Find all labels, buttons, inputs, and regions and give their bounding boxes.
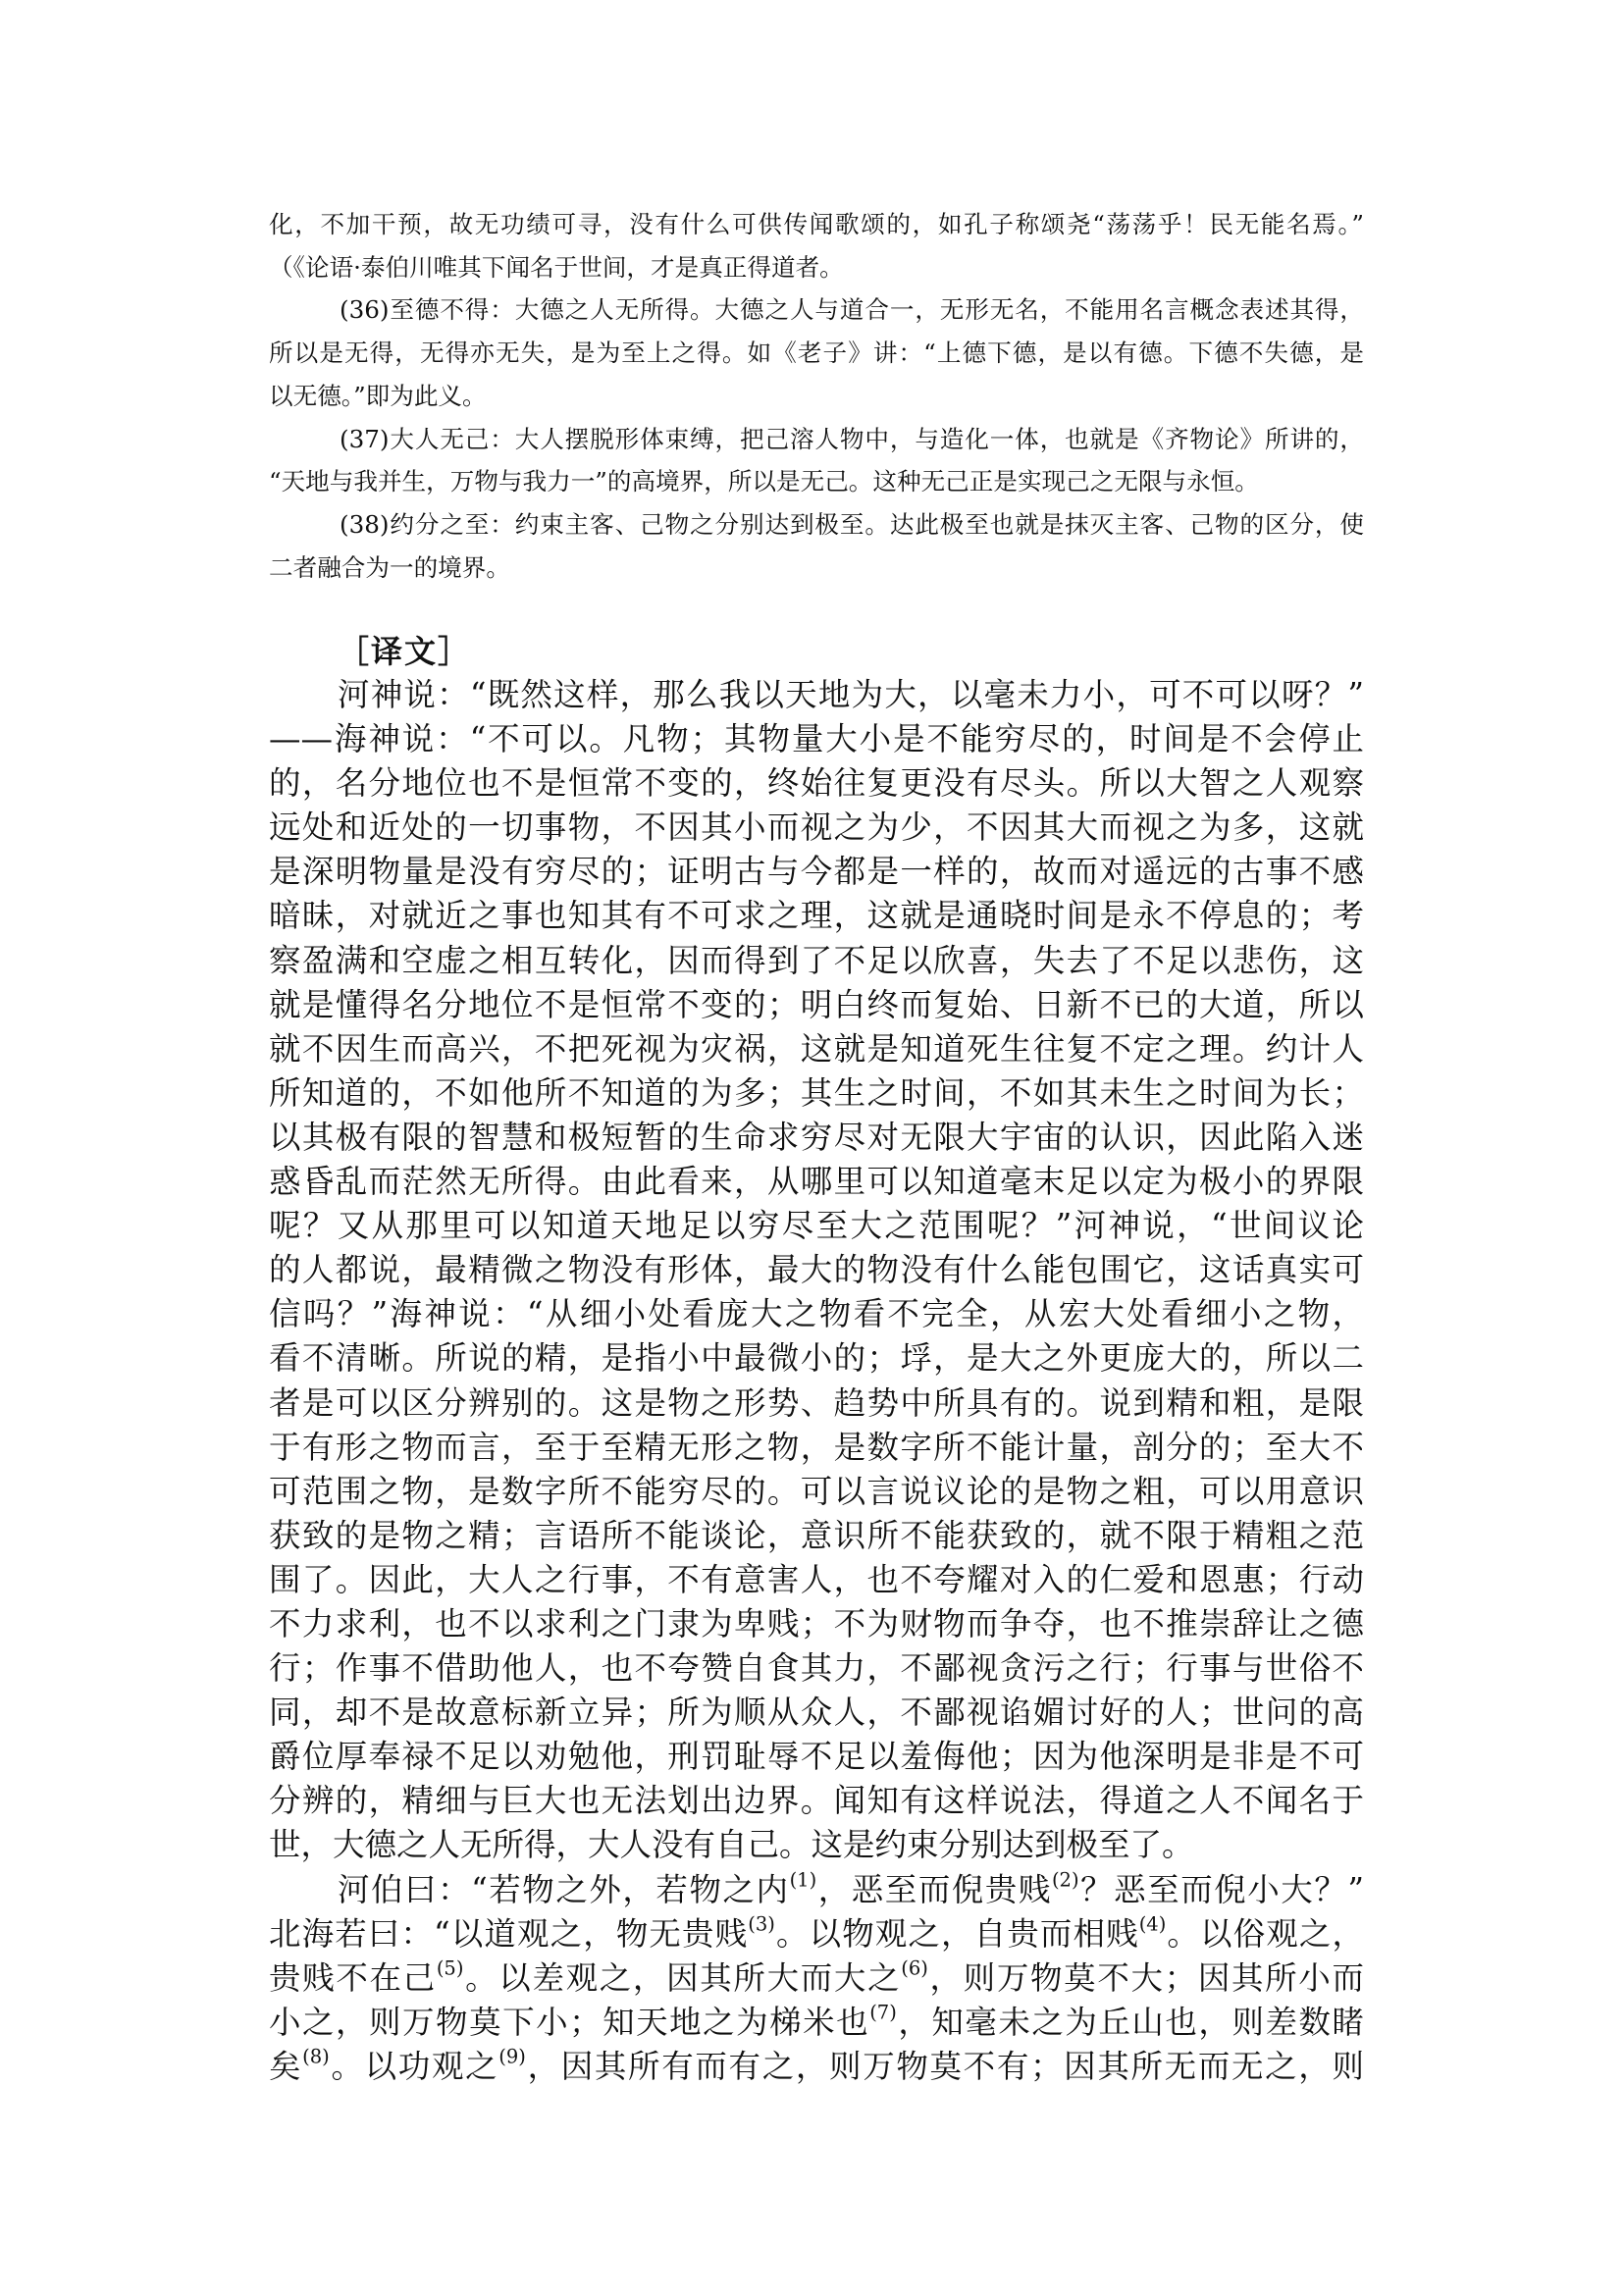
text-line: 可范围之物，是数字所不能穷尽的。可以言说议论的是物之粗，可以用意识 xyxy=(269,1472,1364,1510)
text-line: 河神说：“既然这样，那么我以天地为大，以毫未力小，可不可以呀？” xyxy=(338,676,1364,713)
translation-body xyxy=(269,673,1364,2089)
text-segment: 。以物观之，自贵而相贱 xyxy=(774,1914,1139,1953)
text-segment: 小之，则万物莫下小；知天地之为梯米也 xyxy=(269,2003,870,2041)
text-line xyxy=(269,2001,1364,2045)
text-line xyxy=(269,1868,1364,1912)
footnote-reference: (3) xyxy=(748,1912,775,1935)
text-line: 所知道的，不如他所不知道的为多；其生之时间，不如其未生之时间为长； xyxy=(269,1073,1364,1112)
text-line: 行；作事不借助他人，也不夸赞自食其力，不鄙视贪污之行；行事与世俗不 xyxy=(269,1649,1364,1688)
text-line: ——海神说：“不可以。凡物；其物量大小是不能穷尽的，时间是不会停止 xyxy=(269,720,1364,758)
text-line: 看不清晰。所说的精，是指小中最微小的；垺，是大之外更庞大的，所以二 xyxy=(269,1339,1364,1378)
note-line: 以无德。”即为此义。 xyxy=(269,381,487,410)
text-segment: 北海若曰：“以道观之，物无贵贱 xyxy=(269,1914,749,1953)
note-line: 二者融合为一的境界。 xyxy=(269,552,510,582)
text-line: 暗昧，对就近之事也知其有不可求之理，这就是通晓时间是永不停息的；考 xyxy=(269,897,1364,935)
text-line: 远处和近处的一切事物，不因其小而视之为少，不因其大而视之为多，这就 xyxy=(269,808,1364,847)
text-line: 察盈满和空虚之相互转化，因而得到了不足以欣喜，失去了不足以悲伤，这 xyxy=(269,941,1364,979)
text-line: 是深明物量是没有穷尽的；证明古与今都是一样的，故而对遥远的古事不感 xyxy=(269,853,1364,891)
text-line xyxy=(269,1912,1364,1956)
note-line: “天地与我并生，万物与我力一”的高境界，所以是无己。这种无己正是实现己之无限与永恒。 xyxy=(269,467,1259,496)
text-line: 呢？又从那里可以知道天地足以穷尽至大之范围呢？”河神说，“世间议论 xyxy=(269,1207,1364,1245)
section-heading-translation: ［译文］ xyxy=(338,633,472,670)
text-line: 于有形之物而言，至于至精无形之物，是数字所不能计量，剖分的；至大不 xyxy=(269,1428,1364,1466)
text-line: 的，名分地位也不是恒常不变的，终始往复更没有尽头。所以大智之人观察 xyxy=(269,764,1364,803)
note-line: (36)至德不得：大德之人无所得。大德之人与道合一，无形无名，不能用名言概念表述其得， xyxy=(340,295,1364,325)
text-line xyxy=(269,1956,1364,2001)
note-line: (38)约分之至：约束主客、己物之分别达到极至。达此极至也就是抹灭主客、己物的区分，使 xyxy=(340,509,1364,539)
text-line: 围了。因此，大人之行事，不有意害人，也不夸耀对入的仁爱和恩惠；行动 xyxy=(269,1560,1364,1598)
footnote-reference: (1) xyxy=(789,1867,817,1891)
text-line: 分辨的，精细与巨大也无法划出边界。闻知有这样说法，得道之人不闻名于 xyxy=(269,1782,1364,1820)
footnote-reference: (8) xyxy=(302,2045,330,2068)
text-segment: 。以差观之，因其所大而大之 xyxy=(463,1958,902,1997)
footnote-reference: (7) xyxy=(869,2001,897,2024)
text-line: 者是可以区分辨别的。这是物之形势、趋势中所具有的。说到精和粗，是限 xyxy=(269,1383,1364,1422)
text-segment: 。以俗观之， xyxy=(1166,1914,1364,1953)
footnote-reference: (5) xyxy=(436,1956,464,1980)
note-line: (37)大人无己：大人摆脱形体束缚，把己溶人物中，与造化一体，也就是《齐物论》所讲的， xyxy=(340,424,1364,453)
text-line: 世，大德之人无所得，大人没有自己。这是约束分别达到极至了。 xyxy=(269,1826,1194,1864)
text-line: 获致的是物之精；言语所不能谈论，意识所不能获致的，就不限于精粗之范 xyxy=(269,1516,1364,1554)
text-segment: 贵贱不在己 xyxy=(269,1958,437,1997)
footnote-reference: (9) xyxy=(498,2045,526,2068)
text-line: 信吗？”海神说：“从细小处看庞大之物看不完全，从宏大处看细小之物， xyxy=(269,1295,1364,1333)
text-segment: ，知毫未之为丘山也，则差数睹 xyxy=(896,2003,1364,2041)
text-segment: ，恶至而倪贵贱 xyxy=(816,1870,1052,1908)
footnote-reference: (2) xyxy=(1051,1867,1079,1891)
footnote-reference: (4) xyxy=(1138,1912,1167,1935)
text-line: 以其极有限的智慧和极短暂的生命求穷尽对无限大宇宙的认识，因此陷入迷 xyxy=(269,1118,1364,1156)
text-line: 就是懂得名分地位不是恒常不变的；明白终而复始、日新不已的大道，所以 xyxy=(269,985,1364,1023)
text-segment: 河伯曰：“若物之外，若物之内 xyxy=(338,1870,790,1908)
note-line: 所以是无得，无得亦无失，是为至上之得。如《老子》讲：“上德下德，是以有德。下德不失德，是 xyxy=(269,339,1364,368)
text-line: 的人都说，最精微之物没有形体，最大的物没有什么能包围它，这话真实可 xyxy=(269,1251,1364,1289)
text-line xyxy=(269,2045,1364,2089)
text-line: 就不因生而高兴，不把死视为灾祸，这就是知道死生往复不定之理。约计人 xyxy=(269,1029,1364,1068)
text-line: 不力求利，也不以求利之门隶为卑贱；不为财物而争夺，也不推崇辞让之德 xyxy=(269,1604,1364,1642)
note-line: （《论语·泰伯川唯其下闻名于世间，才是真正得道者。 xyxy=(269,252,844,282)
footnote-reference: (6) xyxy=(901,1956,928,1980)
text-segment: ？恶至而倪小大？” xyxy=(1078,1870,1364,1908)
text-segment: 矣 xyxy=(269,2047,303,2085)
text-line: 惑昏乱而茫然无所得。由此看来，从哪里可以知道毫末足以定为极小的界限 xyxy=(269,1163,1364,1201)
text-segment: 。以功观之 xyxy=(329,2047,499,2085)
note-line: 化，不加干预，故无功绩可寻，没有什么可供传闻歌颂的，如孔子称颂尧“荡荡乎！民无能名焉。” xyxy=(269,210,1364,238)
annotation-notes xyxy=(269,203,1364,589)
text-segment: ，则万物莫不大；因其所小而 xyxy=(927,1958,1364,1997)
text-line: 爵位厚奉禄不足以劝勉他，刑罚耻辱不足以羞侮他；因为他深明是非是不可 xyxy=(269,1738,1364,1776)
text-line: 同，却不是故意标新立异；所为顺从众人，不鄙视谄媚讨好的人；世问的高 xyxy=(269,1694,1364,1732)
text-segment: ，因其所有而有之，则万物莫不有；因其所无而无之，则 xyxy=(525,2047,1364,2085)
